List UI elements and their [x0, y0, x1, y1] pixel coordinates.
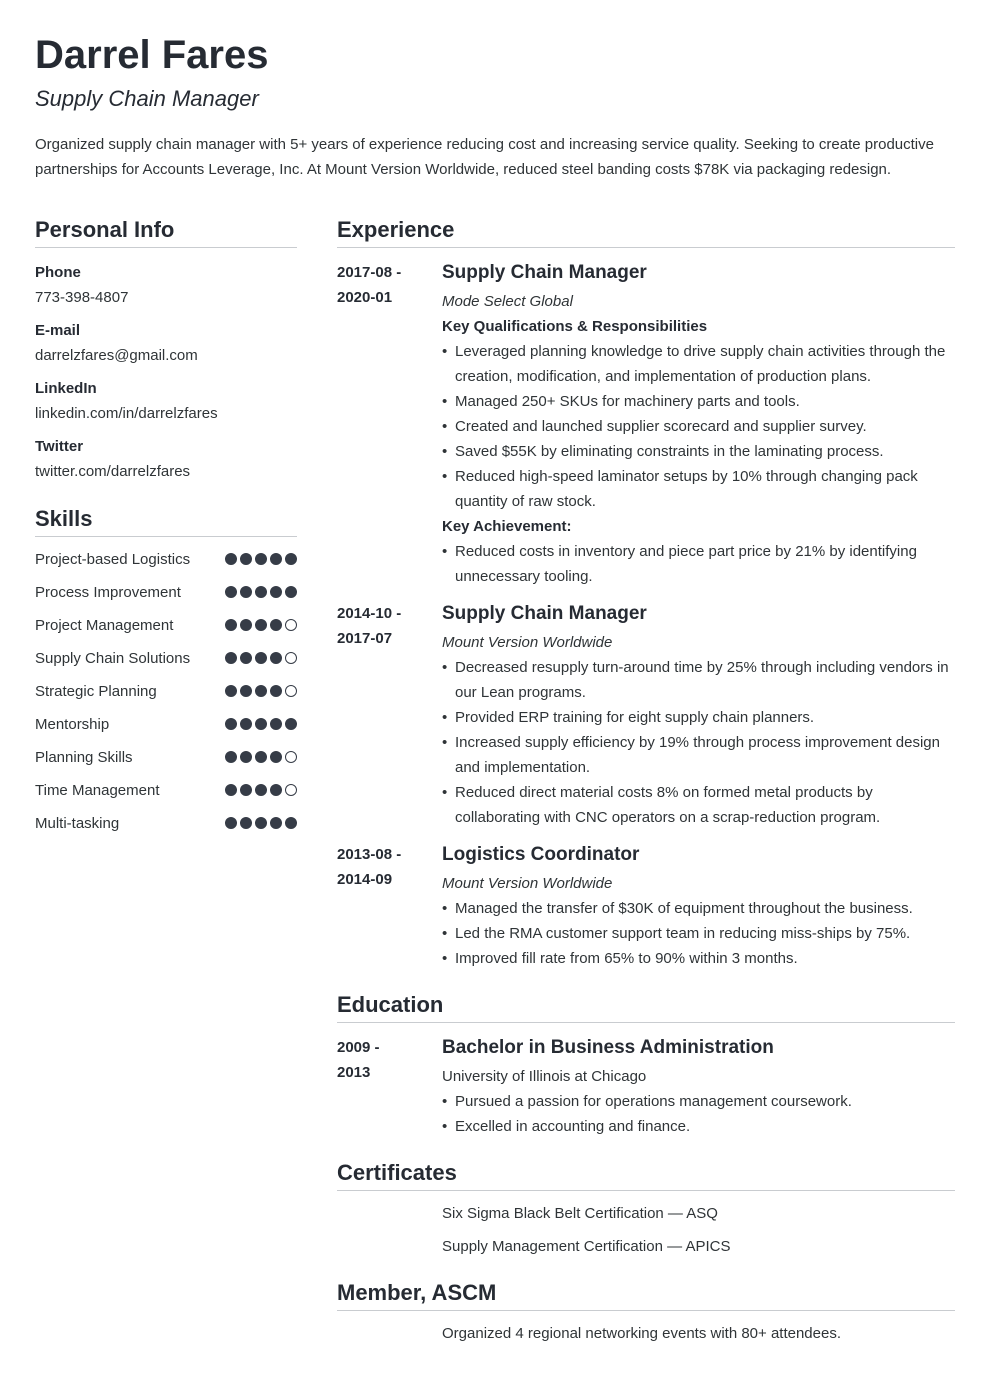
experience-heading: Experience: [337, 214, 955, 248]
rating-dot-filled: [255, 817, 267, 829]
rating-dot-filled: [285, 718, 297, 730]
skill-rating: [225, 817, 297, 829]
skill-rating: [225, 652, 297, 664]
bullet-item: • Reduced costs in inventory and piece part price by 21% by identifying unnecessary tooling.: [442, 539, 955, 589]
bullet-item: • Decreased resupply turn-around time by 25% through including vendors in our Lean programs.: [442, 655, 955, 705]
rating-dot-filled: [270, 619, 282, 631]
personal-info-list: [35, 260, 297, 484]
rating-dot-filled: [270, 817, 282, 829]
entry-dates: [337, 601, 442, 830]
skill-row: [35, 778, 297, 803]
skill-name: Process Improvement: [35, 584, 181, 601]
skill-name: Time Management: [35, 782, 160, 799]
rating-dot-filled: [225, 586, 237, 598]
skill-row: [35, 547, 297, 572]
entry-dates: [337, 260, 442, 589]
skill-name: Planning Skills: [35, 749, 133, 766]
bullet-item: • Provided ERP training for eight supply chain planners.: [442, 705, 955, 730]
job-title: Logistics Coordinator: [442, 844, 640, 865]
rating-dot-filled: [270, 685, 282, 697]
entry-body: [442, 601, 955, 830]
rating-dot-filled: [240, 817, 252, 829]
certificate-item: Supply Management Certification — APICS: [442, 1238, 731, 1255]
entry-dates: [337, 842, 442, 971]
qualifications-heading: Key Qualifications & Responsibilities: [442, 318, 708, 335]
entry-dates: [337, 1035, 442, 1139]
job-title: Supply Chain Manager: [442, 603, 647, 624]
rating-dot-empty: [285, 685, 297, 697]
left-column: [35, 214, 297, 844]
certificates-heading: Certificates: [337, 1157, 955, 1191]
resume-name: Darrel Fares: [35, 33, 269, 77]
bullet-item: • Saved $55K by eliminating constraints in the laminating process.: [442, 439, 955, 464]
entry-body: [442, 842, 955, 971]
skill-name: Project-based Logistics: [35, 551, 191, 568]
right-column: [337, 214, 955, 1346]
bullet-item: • Pursued a passion for operations management coursework.: [442, 1089, 955, 1114]
date-end: 2017-07: [337, 630, 393, 647]
info-value: twitter.com/darrelzfares: [35, 463, 191, 480]
rating-dot-filled: [240, 685, 252, 697]
info-item-phone: [35, 260, 297, 310]
rating-dot-filled: [240, 619, 252, 631]
skill-row: [35, 679, 297, 704]
rating-dot-filled: [270, 586, 282, 598]
info-value: darrelzfares@gmail.com: [35, 347, 198, 364]
skill-rating: [225, 685, 297, 697]
skill-rating: [225, 784, 297, 796]
rating-dot-filled: [225, 751, 237, 763]
achievement-heading: Key Achievement:: [442, 518, 572, 535]
rating-dot-filled: [285, 817, 297, 829]
rating-dot-filled: [255, 652, 267, 664]
info-value: linkedin.com/in/darrelzfares: [35, 405, 218, 422]
info-label: LinkedIn: [35, 380, 97, 397]
entry-body: [442, 260, 955, 589]
bullet-item: • Reduced direct material costs 8% on formed metal products by collaborating with CNC operators on a scrap-reduction program.: [442, 780, 955, 830]
skill-name: Project Management: [35, 617, 174, 634]
summary-paragraph: Organized supply chain manager with 5+ years of experience reducing cost and increasing service quality. Seeking to create productive partnerships for Accounts Leverage, Inc. At Mount Version Worldwide, reduced steel banding costs $78K via packaging redesign.: [35, 136, 934, 178]
entry-body: [442, 1035, 955, 1139]
rating-dot-empty: [285, 619, 297, 631]
bullet-item: • Managed the transfer of $30K of equipment throughout the business.: [442, 896, 955, 921]
bullet-list: [442, 539, 955, 589]
rating-dot-filled: [270, 553, 282, 565]
bullet-item: • Created and launched supplier scorecard and supplier survey.: [442, 414, 955, 439]
skills-heading: Skills: [35, 503, 297, 537]
bullet-item: • Managed 250+ SKUs for machinery parts and tools.: [442, 389, 955, 414]
rating-dot-filled: [270, 652, 282, 664]
bullet-list: [442, 339, 955, 514]
membership-heading: Member, ASCM: [337, 1277, 955, 1311]
bullet-item: • Led the RMA customer support team in reducing miss-ships by 75%.: [442, 921, 955, 946]
bullet-item: • Leveraged planning knowledge to drive supply chain activities through the creation, modification, and implementation of production plans.: [442, 339, 955, 389]
bullet-list: [442, 896, 955, 971]
info-label: Twitter: [35, 438, 84, 455]
resume-job-title: Supply Chain Manager: [35, 86, 259, 111]
rating-dot-empty: [285, 751, 297, 763]
skill-rating: [225, 718, 297, 730]
education-heading: Education: [337, 989, 955, 1023]
company-name: Mount Version Worldwide: [442, 634, 613, 651]
skill-row: [35, 811, 297, 836]
skill-rating: [225, 553, 297, 565]
info-item-email: [35, 318, 297, 368]
date-start: 2014-10 -: [337, 605, 402, 622]
skill-name: Mentorship: [35, 716, 110, 733]
rating-dot-filled: [255, 751, 267, 763]
rating-dot-empty: [285, 784, 297, 796]
rating-dot-filled: [225, 685, 237, 697]
experience-entry: [337, 842, 955, 971]
info-item-twitter: [35, 434, 297, 484]
school-name: University of Illinois at Chicago: [442, 1068, 647, 1085]
rating-dot-filled: [240, 652, 252, 664]
skill-rating: [225, 619, 297, 631]
rating-dot-filled: [225, 553, 237, 565]
rating-dot-filled: [225, 817, 237, 829]
personal-info-heading: Personal Info: [35, 214, 297, 248]
rating-dot-filled: [255, 685, 267, 697]
skills-list: [35, 547, 297, 836]
rating-dot-filled: [285, 586, 297, 598]
rating-dot-filled: [255, 718, 267, 730]
skill-name: Strategic Planning: [35, 683, 157, 700]
info-item-linkedin: [35, 376, 297, 426]
rating-dot-filled: [255, 619, 267, 631]
date-end: 2020-01: [337, 289, 393, 306]
rating-dot-filled: [240, 784, 252, 796]
experience-entry: [337, 260, 955, 589]
rating-dot-filled: [285, 553, 297, 565]
rating-dot-filled: [225, 718, 237, 730]
skill-rating: [225, 586, 297, 598]
skill-name: Supply Chain Solutions: [35, 650, 191, 667]
date-start: 2009 -: [337, 1039, 380, 1056]
rating-dot-filled: [270, 751, 282, 763]
bullet-item: • Increased supply efficiency by 19% through process improvement design and implementation.: [442, 730, 955, 780]
company-name: Mount Version Worldwide: [442, 875, 613, 892]
degree-title: Bachelor in Business Administration: [442, 1037, 774, 1058]
education-entry: [337, 1035, 955, 1139]
date-end: 2014-09: [337, 871, 393, 888]
info-label: E-mail: [35, 322, 81, 339]
rating-dot-filled: [255, 784, 267, 796]
rating-dot-empty: [285, 652, 297, 664]
date-end: 2013: [337, 1064, 371, 1081]
skill-row: [35, 712, 297, 737]
rating-dot-filled: [270, 784, 282, 796]
rating-dot-filled: [225, 619, 237, 631]
info-label: Phone: [35, 264, 81, 281]
skill-row: [35, 613, 297, 638]
skill-row: [35, 646, 297, 671]
rating-dot-filled: [270, 718, 282, 730]
certificate-item: Six Sigma Black Belt Certification — ASQ: [442, 1205, 718, 1222]
rating-dot-filled: [255, 553, 267, 565]
date-start: 2013-08 -: [337, 846, 402, 863]
bullet-list: [442, 655, 955, 830]
experience-entry: [337, 601, 955, 830]
skill-row: [35, 745, 297, 770]
bullet-item: • Reduced high-speed laminator setups by 10% through changing pack quantity of raw stock.: [442, 464, 955, 514]
rating-dot-filled: [225, 652, 237, 664]
company-name: Mode Select Global: [442, 293, 573, 310]
bullet-item: • Improved fill rate from 65% to 90% within 3 months.: [442, 946, 955, 971]
rating-dot-filled: [255, 586, 267, 598]
rating-dot-filled: [240, 751, 252, 763]
rating-dot-filled: [240, 553, 252, 565]
skill-rating: [225, 751, 297, 763]
job-title: Supply Chain Manager: [442, 262, 647, 283]
rating-dot-filled: [240, 718, 252, 730]
bullet-list: [442, 1089, 955, 1139]
skill-name: Multi-tasking: [35, 815, 120, 832]
bullet-item: • Excelled in accounting and finance.: [442, 1114, 955, 1139]
info-value: 773-398-4807: [35, 289, 129, 306]
date-start: 2017-08 -: [337, 264, 402, 281]
skill-row: [35, 580, 297, 605]
rating-dot-filled: [225, 784, 237, 796]
membership-item: Organized 4 regional networking events with 80+ attendees.: [442, 1325, 842, 1342]
rating-dot-filled: [240, 586, 252, 598]
